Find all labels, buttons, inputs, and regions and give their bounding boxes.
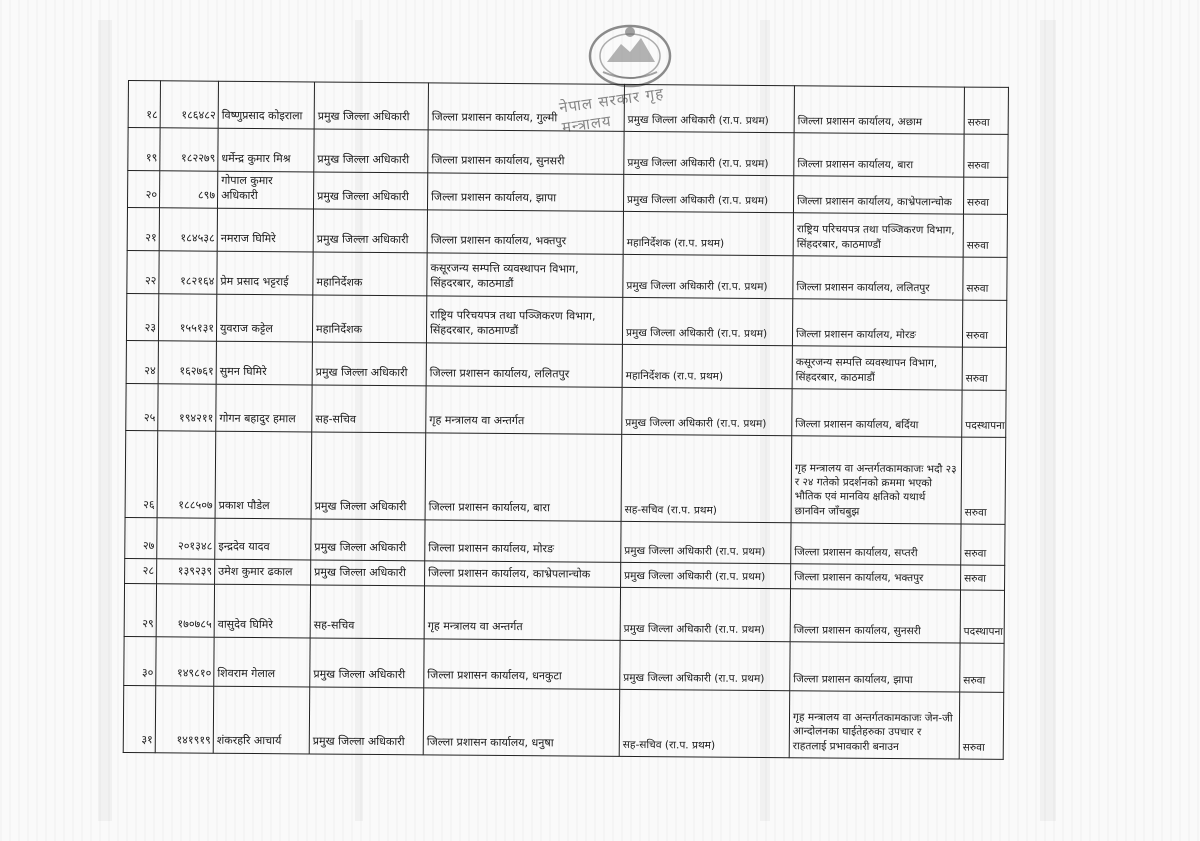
table-row: [125, 517, 1005, 565]
new-office-cell: गृह मन्त्रालय वा अन्तर्गतकामकाजः जेन-जी आन्दोलनका घाईतेहरुका उपचार र राहतलाई प्रभावकारी बनाउन: [789, 690, 960, 758]
current-post-cell: प्रमुख जिल्ला अधिकारी: [311, 519, 425, 561]
new-post-cell: प्रमुख जिल्ला अधिकारी (रा.प. प्रथम): [621, 521, 791, 563]
new-post-cell: प्रमुख जिल्ला अधिकारी (रा.प. प्रथम): [620, 640, 790, 690]
remark-cell: सरुवा: [962, 347, 1006, 390]
serial-number-cell: ३१: [123, 685, 156, 752]
new-office-cell: जिल्ला प्रशासन कार्यालय, काभ्रेपलान्चोक: [793, 176, 963, 214]
new-post-cell: प्रमुख जिल्ला अधिकारी (रा.प. प्रथम): [624, 84, 794, 132]
new-office-cell: जिल्ला प्रशासन कार्यालय, झापा: [790, 641, 960, 691]
scan-artifact: [98, 20, 112, 821]
remark-cell: सरुवा: [960, 643, 1004, 692]
remark-cell: सरुवा: [964, 134, 1008, 177]
current-post-cell: प्रमुख जिल्ला अधिकारी: [312, 342, 426, 386]
current-post-cell: महानिर्देशक: [313, 252, 427, 296]
employee-id-cell: १९४२११: [158, 383, 216, 430]
new-office-cell: राष्ट्रिय परिचयपत्र तथा पञ्जिकरण विभाग, सिंहदरबार, काठमाण्डौं: [793, 212, 963, 256]
serial-number-cell: २३: [126, 293, 158, 340]
remark-cell: सरुवा: [961, 437, 1006, 524]
transfer-table: [123, 80, 1009, 760]
table-row: [125, 430, 1006, 524]
current-office-cell: गृह मन्त्रालय वा अन्तर्गत: [424, 586, 620, 641]
current-office-cell: गृह मन्त्रालय वा अन्तर्गत: [426, 386, 622, 435]
employee-id-cell: १८२२७९: [160, 128, 218, 171]
remark-cell: पदस्थापना: [960, 590, 1004, 643]
current-post-cell: प्रमुख जिल्ला अधिकारी: [314, 129, 428, 173]
serial-number-cell: १९: [128, 128, 160, 171]
new-post-cell: प्रमुख जिल्ला अधिकारी (रा.प. प्रथम): [623, 254, 793, 298]
employee-name-cell: शिवराम गेलाल: [214, 637, 310, 687]
new-office-cell: गृह मन्त्रालय वा अन्तर्गतकामकाजः भदौ २३ र २४ गतेको प्रदर्शनको क्रममा भएको भौतिक एवं मानविय क्षतिको यथार्थ छानविन जाँचबुझ: [791, 435, 962, 523]
employee-name-cell: गोपाल कुमार अधिकारी: [217, 171, 313, 208]
table-row: [126, 293, 1006, 347]
remark-cell: सरुवा: [959, 692, 1004, 759]
serial-number-cell: २६: [125, 430, 158, 517]
remark-cell: सरुवा: [964, 87, 1008, 134]
new-post-cell: प्रमुख जिल्ला अधिकारी (रा.प. प्रथम): [620, 587, 790, 641]
new-office-cell: जिल्ला प्रशासन कार्यालय, मोरङ: [792, 298, 962, 346]
employee-name-cell: वासुदेव घिमिरे: [214, 584, 310, 638]
serial-number-cell: २५: [126, 383, 158, 430]
employee-id-cell: ८९७: [160, 171, 218, 208]
employee-id-cell: १८८५०७: [157, 430, 216, 517]
serial-number-cell: २९: [124, 583, 156, 636]
employee-name-cell: नमराज घिमिरे: [217, 208, 313, 252]
seal-text: नेपाल सरकार गृह मन्त्रालय: [558, 84, 666, 137]
current-post-cell: प्रमुख जिल्ला अधिकारी: [310, 638, 424, 688]
employee-name-cell: सुमन घिमिरे: [216, 341, 312, 385]
employee-id-cell: १४९८१०: [156, 636, 214, 685]
employee-name-cell: शंकरहरि आचार्य: [213, 686, 310, 754]
current-office-cell: जिल्ला प्रशासन कार्यालय, बारा: [425, 433, 622, 522]
serial-number-cell: २१: [127, 207, 159, 250]
current-post-cell: प्रमुख जिल्ला अधिकारी: [309, 687, 424, 755]
new-office-cell: जिल्ला प्रशासन कार्यालय, बारा: [794, 133, 964, 177]
new-post-cell: प्रमुख जिल्ला अधिकारी (रा.प. प्रथम): [622, 297, 792, 345]
current-post-cell: प्रमुख जिल्ला अधिकारी: [311, 432, 426, 520]
new-post-cell: प्रमुख जिल्ला अधिकारी (रा.प. प्रथम): [622, 387, 792, 435]
employee-id-cell: १३९२३९: [157, 558, 215, 583]
new-post-cell: प्रमुख जिल्ला अधिकारी (रा.प. प्रथम): [623, 174, 793, 212]
table-row: [128, 128, 1008, 178]
current-post-cell: सह-सचिव: [310, 585, 424, 639]
government-seal-icon: [585, 18, 675, 90]
new-post-cell: सह-सचिव (रा.प. प्रथम): [621, 434, 792, 522]
current-post-cell: प्रमुख जिल्ला अधिकारी: [311, 560, 425, 586]
employee-name-cell: उमेश कुमार ढकाल: [215, 559, 311, 585]
employee-name-cell: विष्णुप्रसाद कोइराला: [218, 81, 314, 129]
current-office-cell: राष्ट्रिय परिचयपत्र तथा पञ्जिकरण विभाग, सिंहदरबार, काठमाण्डौं: [426, 296, 622, 345]
remark-cell: सरुवा: [963, 257, 1007, 300]
employee-id-cell: २०१३४८: [157, 517, 215, 558]
serial-number-cell: १८: [128, 81, 160, 128]
current-office-cell: जिल्ला प्रशासन कार्यालय, भक्तपुर: [427, 210, 623, 255]
remark-cell: सरुवा: [962, 300, 1006, 347]
new-post-cell: प्रमुख जिल्ला अधिकारी (रा.प. प्रथम): [621, 562, 791, 588]
new-office-cell: जिल्ला प्रशासन कार्यालय, ललितपुर: [793, 255, 963, 299]
current-office-cell: जिल्ला प्रशासन कार्यालय, झापा: [427, 173, 623, 211]
serial-number-cell: २२: [127, 250, 159, 293]
table-row: [128, 81, 1008, 135]
table-row: [123, 685, 1003, 759]
table-row: [127, 207, 1007, 257]
new-post-cell: महानिर्देशक (रा.प. प्रथम): [622, 344, 792, 388]
current-office-cell: कसूरजन्य सम्पत्ति व्यवस्थापन विभाग, सिंहदरबार, काठमाडौं: [427, 253, 623, 298]
table-row: [124, 583, 1004, 643]
current-office-cell: जिल्ला प्रशासन कार्यालय, धनुषा: [423, 688, 620, 757]
current-office-cell: जिल्ला प्रशासन कार्यालय, ललितपुर: [426, 343, 622, 388]
employee-name-cell: प्रकाश पौडेल: [215, 431, 312, 519]
employee-id-cell: १८२१६४: [159, 250, 217, 293]
current-post-cell: प्रमुख जिल्ला अधिकारी: [313, 172, 427, 210]
current-post-cell: प्रमुख जिल्ला अधिकारी: [313, 209, 427, 253]
current-post-cell: महानिर्देशक: [312, 295, 426, 343]
remark-cell: पदस्थापना: [962, 390, 1006, 437]
current-post-cell: सह-सचिव: [312, 385, 426, 433]
new-post-cell: सह-सचिव (रा.प. प्रथम): [619, 689, 790, 757]
serial-number-cell: २४: [126, 340, 158, 383]
table-row: [126, 340, 1006, 390]
new-office-cell: कसूरजन्य सम्पत्ति व्यवस्थापन विभाग, सिंहदरबार, काठमाडौं: [792, 345, 962, 389]
current-post-cell: प्रमुख जिल्ला अधिकारी: [314, 82, 428, 130]
remark-cell: सरुवा: [961, 524, 1005, 565]
employee-id-cell: १७०७८५: [156, 583, 214, 636]
new-office-cell: जिल्ला प्रशासन कार्यालय, बर्दिया: [792, 388, 962, 436]
new-post-cell: प्रमुख जिल्ला अधिकारी (रा.प. प्रथम): [624, 131, 794, 175]
serial-number-cell: २८: [125, 558, 157, 583]
table-row: [127, 250, 1007, 300]
employee-id-cell: १४१९१९: [155, 685, 214, 752]
remark-cell: सरुवा: [963, 214, 1007, 257]
serial-number-cell: ३०: [124, 636, 156, 685]
table-row: [124, 636, 1004, 692]
scan-artifact: [1040, 20, 1056, 821]
new-office-cell: जिल्ला प्रशासन कार्यालय, सप्तरी: [791, 522, 961, 564]
serial-number-cell: २०: [128, 171, 160, 208]
current-office-cell: जिल्ला प्रशासन कार्यालय, गुल्मी: [428, 83, 624, 132]
new-office-cell: जिल्ला प्रशासन कार्यालय, भक्तपुर: [791, 563, 961, 589]
new-office-cell: जिल्ला प्रशासन कार्यालय, अछाम: [794, 86, 964, 134]
remark-cell: सरुवा: [963, 177, 1007, 214]
new-post-cell: महानिर्देशक (रा.प. प्रथम): [623, 211, 793, 255]
employee-name-cell: प्रेम प्रसाद भट्टराई: [217, 251, 313, 295]
new-office-cell: जिल्ला प्रशासन कार्यालय, सुनसरी: [790, 588, 960, 642]
employee-id-cell: १६२७६१: [158, 340, 216, 383]
employee-name-cell: युवराज कट्टेल: [216, 294, 312, 342]
current-office-cell: जिल्ला प्रशासन कार्यालय, मोरङ: [425, 520, 621, 563]
employee-id-cell: १८६४८२: [160, 81, 218, 128]
current-office-cell: जिल्ला प्रशासन कार्यालय, काभ्रेपलान्चोक: [425, 561, 621, 588]
remark-cell: सरुवा: [961, 565, 1005, 590]
serial-number-cell: २७: [125, 517, 157, 558]
employee-id-cell: १८४५३८: [159, 207, 217, 250]
current-office-cell: जिल्ला प्रशासन कार्यालय, धनकुटा: [424, 639, 620, 690]
current-office-cell: जिल्ला प्रशासन कार्यालय, सुनसरी: [428, 130, 624, 175]
employee-name-cell: गोगन बहादुर हमाल: [216, 384, 312, 432]
employee-name-cell: धर्मेन्द्र कुमार मिश्र: [218, 128, 314, 172]
employee-id-cell: १५५१३१: [158, 293, 216, 340]
employee-name-cell: इन्द्रदेव यादव: [215, 518, 311, 560]
table-row: [126, 383, 1006, 437]
